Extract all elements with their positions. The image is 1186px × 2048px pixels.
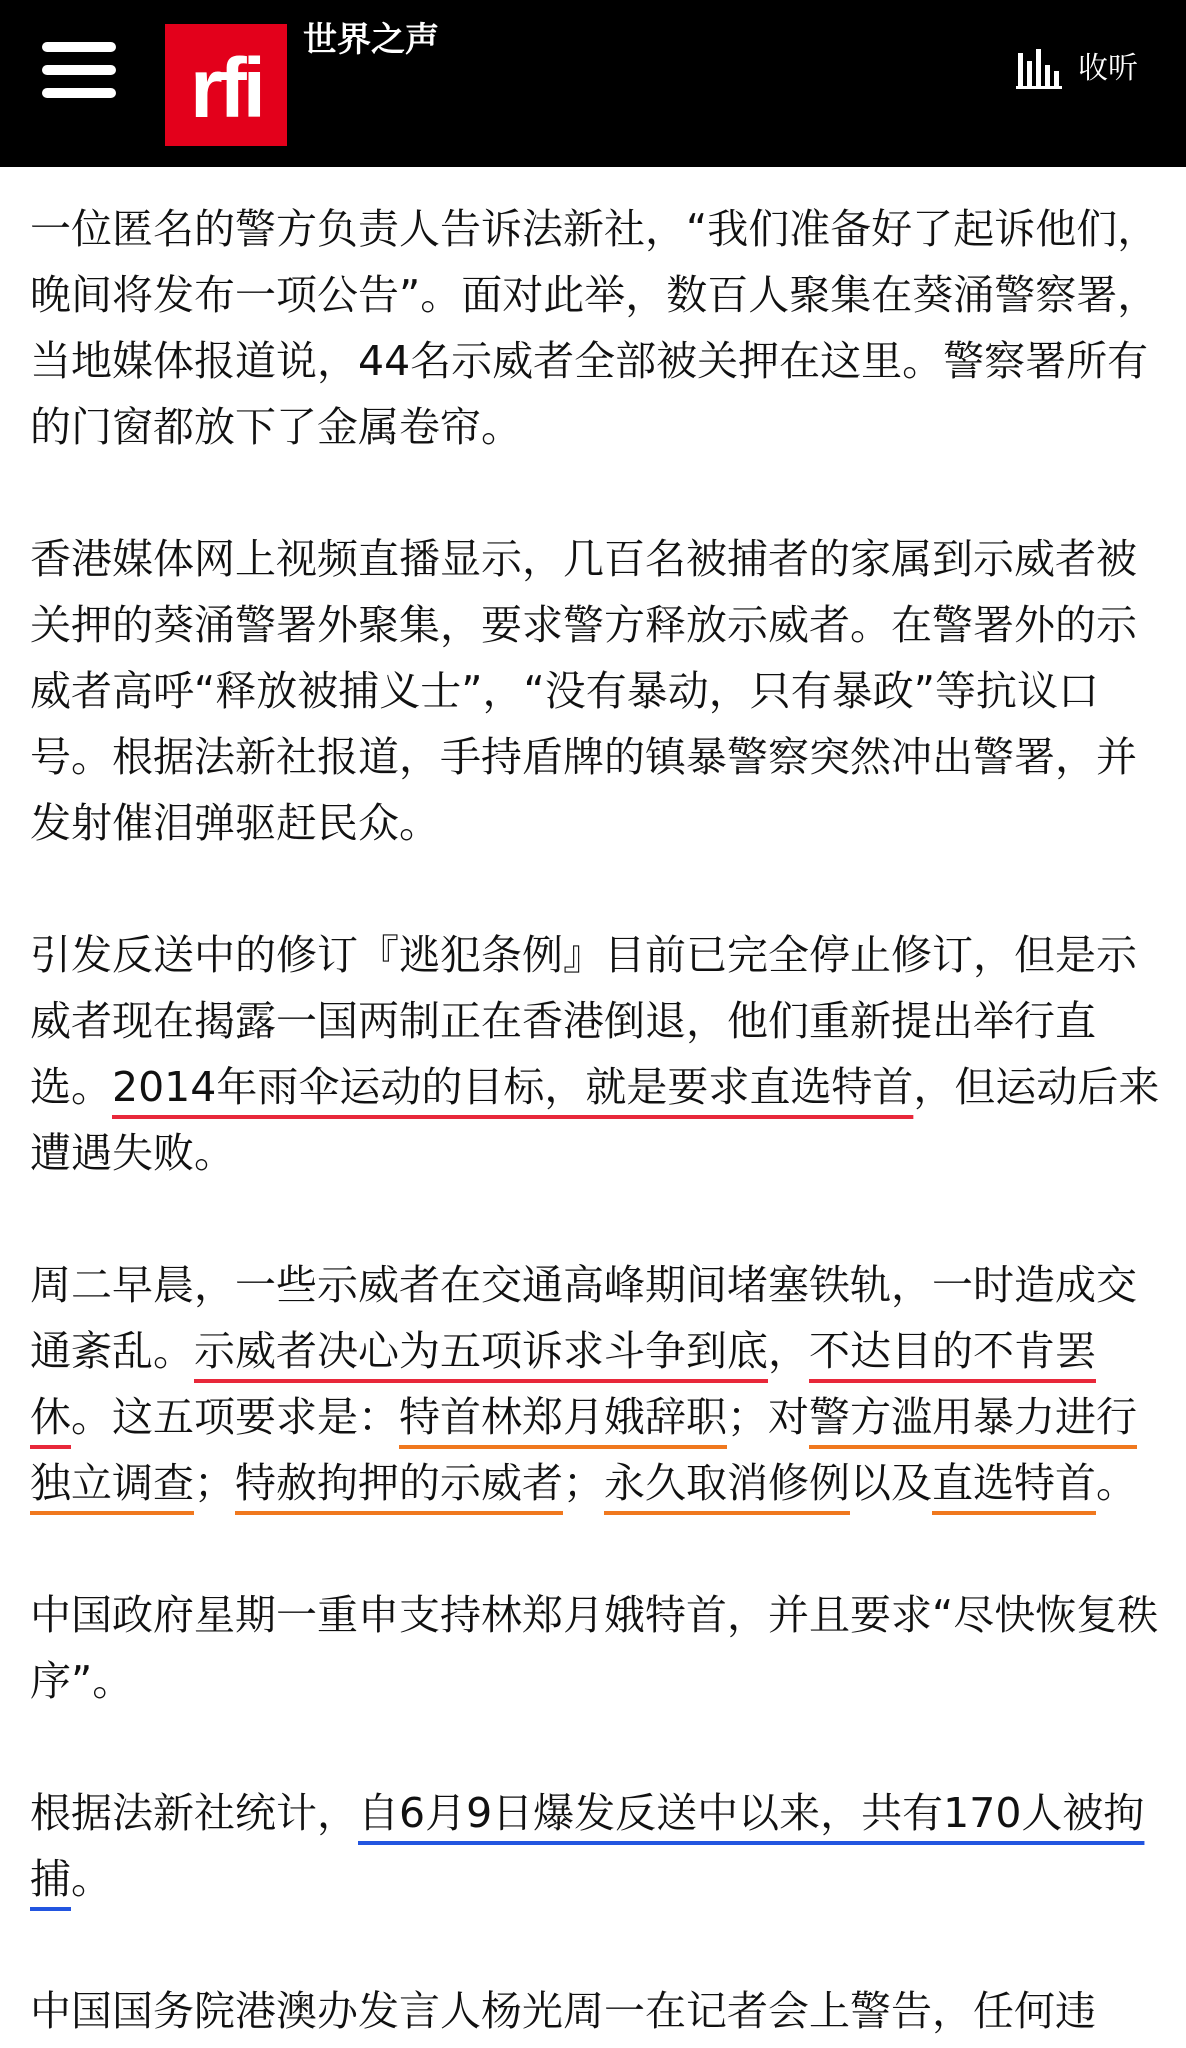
- listen-label: 收听: [1078, 51, 1138, 86]
- p4-text-f: ；: [563, 1459, 604, 1507]
- p3-text-a: 引发反送中的修订『逃犯条例』目前已完全停止修订，但是示威者现在揭露一国两制正在香港倒退，他们重新提出举行直选。: [30, 931, 1137, 1111]
- p4-text-e: ；: [194, 1459, 235, 1507]
- highlight-arrest-count: 自6月9日爆发反送中以来，共有170人被拘捕: [30, 1789, 1145, 1903]
- rfi-logo[interactable]: [165, 24, 287, 146]
- highlight-demand-amnesty: 特赦拘押的示威者: [235, 1459, 563, 1507]
- p4-text-g: 以及: [850, 1459, 932, 1507]
- p4-text-d: ；对: [727, 1393, 809, 1441]
- p4-text-h: 。: [1096, 1459, 1137, 1507]
- app-header: [0, 0, 1186, 167]
- highlight-demand-investigation: 警方滥用暴力进行独立调查: [30, 1393, 1137, 1507]
- p4-text-b: ，: [768, 1327, 809, 1375]
- paragraph-2: 香港媒体网上视频直播显示，几百名被捕者的家属到示威者被关押的葵涌警署外聚集，要求警方释放示威者。在警署外的示威者高呼“释放被捕义士”，“没有暴动，只有暴政”等抗议口号。根据法新社报道，手持盾牌的镇暴警察突然冲出警署，并发射催泪弹驱赶民众。: [30, 535, 1137, 847]
- paragraph-6: [30, 1780, 1160, 1912]
- hamburger-menu-icon[interactable]: [42, 42, 116, 98]
- p6-text-a: 根据法新社统计，: [30, 1789, 358, 1837]
- logo-text: rfi: [190, 41, 262, 135]
- paragraph-3: [30, 922, 1160, 1186]
- paragraph-1: 一位匿名的警方负责人告诉法新社，“我们准备好了起诉他们，晚间将发布一项公告”。面对此举，数百人聚集在葵涌警察署，当地媒体报道说，44名示威者全部被关押在这里。警察署所有的门窗都放下了金属卷帘。: [30, 205, 1159, 451]
- brand-title: 世界之声: [303, 20, 439, 60]
- highlight-not-give-up: 不达目的不肯罢休: [30, 1327, 1096, 1441]
- highlight-fight-to-end: 示威者决心为五项诉求斗争到底: [194, 1327, 768, 1375]
- p4-text-c: 。这五项要求是：: [71, 1393, 399, 1441]
- p3-text-b: ，但运动后来遭遇失败。: [30, 1063, 1160, 1177]
- listen-button[interactable]: [1016, 44, 1138, 94]
- article-body: [30, 196, 1160, 2048]
- highlight-umbrella-goal: 2014年雨伞运动的目标，就是要求直选特首: [112, 1063, 914, 1111]
- highlight-demand-resign: 特首林郑月娥辞职: [399, 1393, 727, 1441]
- highlight-demand-election: 直选特首: [932, 1459, 1096, 1507]
- paragraph-4: [30, 1252, 1160, 1516]
- highlight-demand-withdraw: 永久取消修例: [604, 1459, 850, 1507]
- p4-text-a: 周二早晨，一些示威者在交通高峰期间堵塞铁轨，一时造成交通紊乱。: [30, 1261, 1137, 1375]
- paragraph-7-partial: 中国国务院港澳办发言人杨光周一在记者会上警告，任何违: [30, 1987, 1096, 2035]
- audio-bars-icon: [1016, 49, 1066, 89]
- p6-text-b: 。: [71, 1855, 112, 1903]
- paragraph-5: 中国政府星期一重申支持林郑月娥特首，并且要求“尽快恢复秩序”。: [30, 1591, 1159, 1705]
